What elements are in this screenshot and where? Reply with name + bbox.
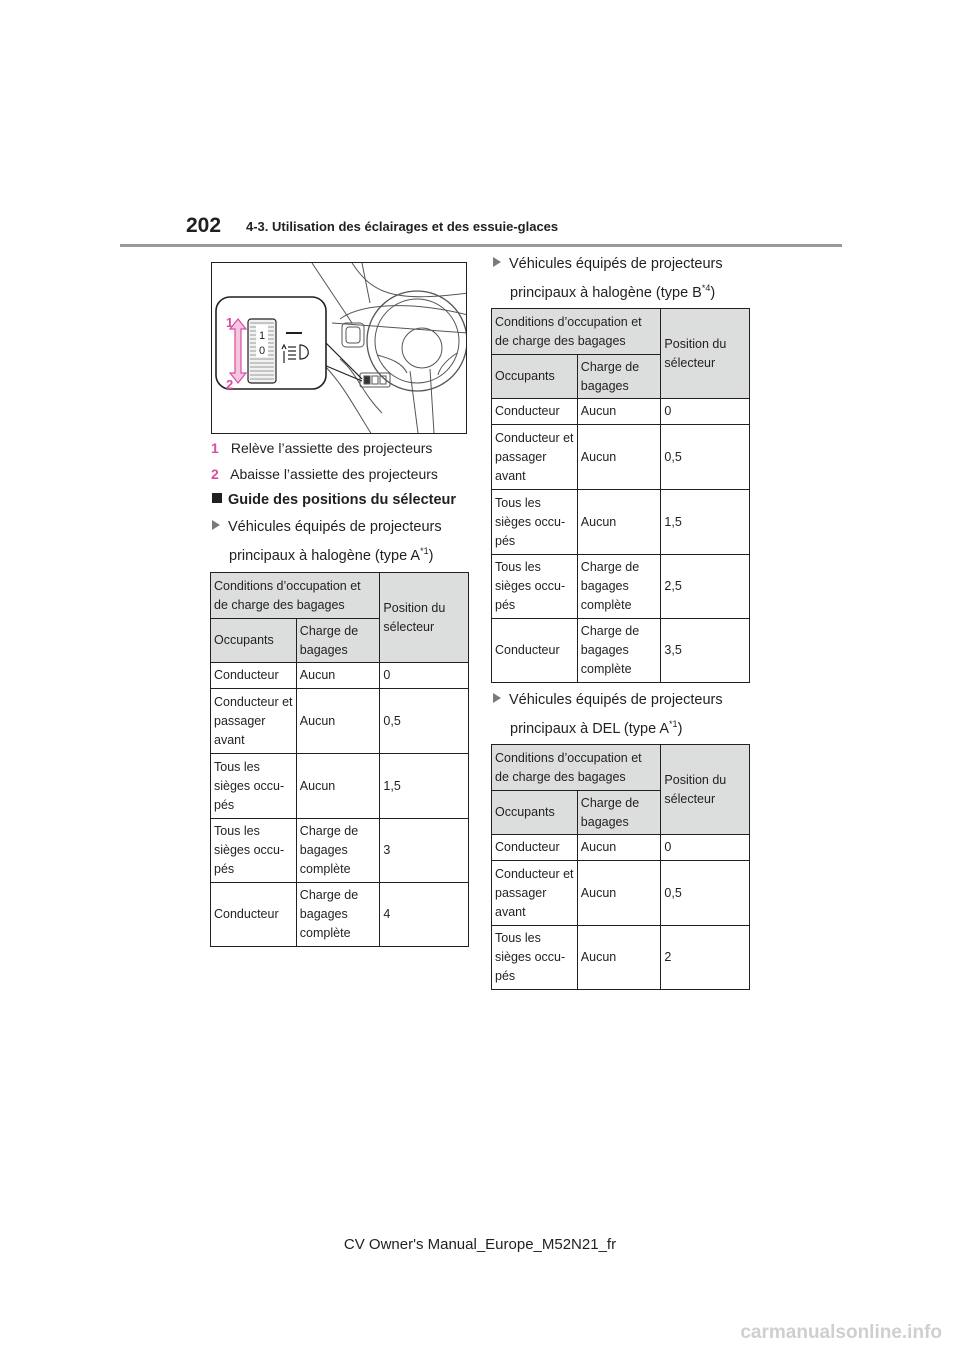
table-row: Conducteur et passager avant Aucun 0,5: [492, 425, 750, 490]
header-occupants: Occupants: [211, 619, 297, 663]
table-halogen-a: [210, 572, 469, 947]
table-row: Tous les sièges occu-pés Charge de bagages complète 2,5: [492, 555, 750, 619]
header-position: Position du sélecteur: [661, 745, 750, 835]
callout-number: 1: [211, 440, 219, 456]
header-rule: [120, 244, 842, 247]
table-row: Conducteur Aucun 0: [211, 663, 469, 689]
callout-number: 2: [211, 466, 219, 482]
page-number: 202: [186, 214, 222, 237]
watermark: carmanualsonline.info: [740, 1322, 942, 1343]
dial-bottom-label: 0: [258, 345, 266, 357]
table-row: Conducteur Charge de bagages complète 4: [211, 883, 469, 947]
header-position: Position du sélecteur: [380, 573, 469, 663]
header-conditions: Conditions d’occupation et de charge des bagages: [211, 573, 380, 619]
header-conditions: Conditions d’occupation et de charge des bagages: [492, 745, 661, 791]
table-halogen-b: [491, 308, 750, 683]
header-occupants: Occupants: [492, 791, 578, 835]
callout-text: Relève l’assiette des projecteurs: [230, 440, 433, 456]
table-row: Tous les sièges occu-pés Charge de bagages complète 3: [211, 819, 469, 883]
triangle-bullet-icon: [493, 257, 501, 267]
section-title: 4-3. Utilisation des éclairages et des essuie-glaces: [246, 219, 559, 234]
table-led-a: [491, 744, 750, 990]
footer-manual-id: CV Owner's Manual_Europe_M52N21_fr: [343, 1236, 617, 1253]
section-halogen-a-heading: Véhicules équipés de projecteurs principaux à halogène (type $A^{*1}$): [212, 515, 442, 568]
dashboard-drawing: [212, 263, 467, 434]
triangle-bullet-icon: [493, 693, 501, 703]
header-charge: Charge de bagages: [577, 355, 661, 399]
callout-lower: [211, 466, 438, 482]
header-charge: Charge de bagages: [577, 791, 661, 835]
table-row: Tous les sièges occu-pés Aucun 2: [492, 926, 750, 990]
table-row: Conducteur et passager avant Aucun 0,5: [492, 861, 750, 926]
table-row: Conducteur et passager avant Aucun 0,5: [211, 689, 469, 754]
headlight-leveling-illustration: [211, 262, 467, 434]
section-led-a-heading: Véhicules équipés de projecteurs principaux à DEL (type $A^{*1}$): [493, 688, 723, 741]
section-halogen-b-heading: Véhicules équipés de projecteurs principaux à halogène (type $B^{*4}$): [493, 252, 723, 305]
table-row: Conducteur Aucun 0: [492, 399, 750, 425]
table-row: Conducteur Aucun 0: [492, 835, 750, 861]
dial-top-label: 1: [258, 330, 266, 342]
selector-guide-heading: Guide des positions du sélecteur: [212, 492, 456, 508]
callout-text: Abaisse l’assiette des projecteurs: [230, 466, 438, 482]
header-conditions: Conditions d’occupation et de charge des bagages: [492, 309, 661, 355]
table-row: Tous les sièges occu-pés Aucun 1,5: [492, 490, 750, 555]
callout-raise: [211, 440, 432, 456]
header-position: Position du sélecteur: [661, 309, 750, 399]
table-row: Conducteur Charge de bagages complète 3,5: [492, 619, 750, 683]
square-bullet-icon: [212, 493, 222, 503]
table-row: Tous les sièges occu-pés Aucun 1,5: [211, 754, 469, 819]
arrow-label-up: 1: [226, 315, 234, 330]
triangle-bullet-icon: [212, 520, 220, 530]
header-charge: Charge de bagages: [296, 619, 380, 663]
arrow-label-down: 2: [226, 377, 234, 392]
header-occupants: Occupants: [492, 355, 578, 399]
